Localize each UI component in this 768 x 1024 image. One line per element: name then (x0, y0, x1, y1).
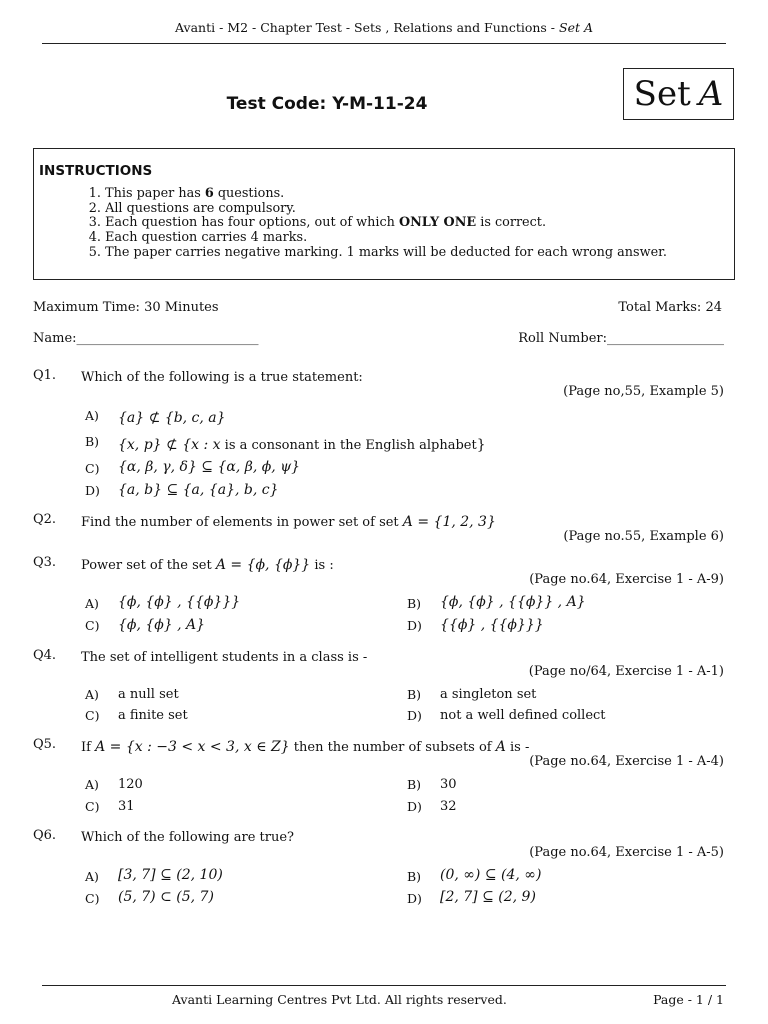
roll-blank: __________________ (607, 331, 724, 346)
option-label: B) (407, 596, 422, 611)
footer-copyright: Avanti Learning Centres Pvt Ltd. All rights reserved. (172, 992, 507, 1007)
option-text[interactable]: {ϕ, {ϕ} , A} (118, 617, 206, 633)
question-number: Q6. (33, 828, 57, 843)
option-label: C) (85, 891, 100, 906)
option-label: C) (85, 618, 100, 633)
instructions-title: INSTRUCTIONS (39, 163, 153, 179)
roll-label: Roll Number: (518, 331, 607, 346)
option-label: A) (85, 596, 99, 611)
question-number: Q4. (33, 648, 57, 663)
header-title: Avanti - M2 - Chapter Test - Sets , Relations and Functions - (175, 20, 560, 35)
question-text: The set of intelligent students in a class is - (81, 650, 368, 665)
option-text[interactable]: {a} ⊄ {b, c, a} (118, 410, 226, 426)
set-letter: A (698, 74, 724, 114)
option-label: D) (407, 891, 422, 906)
question-text: Which of the following is a true statement: (81, 370, 363, 385)
instruction-item: 1. This paper has 6 questions. (88, 186, 285, 201)
instruction-item: 2. All questions are compulsory. (88, 200, 296, 216)
option-label: B) (85, 434, 100, 449)
roll-number-field[interactable] (518, 331, 724, 346)
option-label: A) (85, 869, 99, 884)
page-header (0, 20, 768, 35)
name-label: Name: (33, 331, 77, 346)
instruction-item: 5. The paper carries negative marking. 1 marks will be deducted for each wrong answer. (88, 244, 667, 260)
option-text[interactable]: a finite set (118, 708, 188, 723)
option-text[interactable]: {ϕ, {ϕ} , {{ϕ}} , A} (440, 594, 586, 610)
question-number: Q5. (33, 737, 57, 752)
option-text[interactable]: [2, 7] ⊆ (2, 9) (440, 889, 536, 905)
option-label: C) (85, 461, 100, 476)
option-label: B) (407, 777, 422, 792)
option-label: B) (407, 687, 422, 702)
question-reference: (Page no.55, Example 6) (563, 529, 724, 544)
question-text: Which of the following are true? (81, 830, 295, 845)
option-text[interactable]: not a well defined collect (440, 708, 606, 723)
option-label: D) (407, 708, 422, 723)
option-label: C) (85, 708, 100, 723)
question-reference: (Page no,55, Example 5) (563, 384, 724, 399)
option-text[interactable]: 31 (118, 799, 135, 814)
question-reference: (Page no.64, Exercise 1 - A-9) (529, 572, 724, 587)
option-label: D) (85, 483, 100, 498)
name-blank: ____________________________ (76, 331, 259, 346)
instruction-item: 3. Each question has four options, out of which ONLY ONE is correct. (88, 215, 547, 231)
max-time: Maximum Time: 30 Minutes (33, 300, 219, 315)
option-label: A) (85, 777, 99, 792)
name-field[interactable] (33, 331, 259, 346)
instruction-item: 4. Each question carries 4 marks. (88, 230, 308, 246)
option-label: A) (85, 687, 99, 702)
option-label: A) (85, 408, 99, 423)
total-marks: Total Marks: 24 (618, 300, 722, 315)
option-text[interactable]: {x, p} ⊄ {x : x is a consonant in the English alphabet} (118, 437, 486, 453)
set-word: Set (633, 74, 691, 114)
question-text: If A = {x : −3 < x < 3, x ∈ Z} then the number of subsets of A is - (81, 739, 530, 755)
test-code: Test Code: Y-M-11-24 (226, 94, 428, 114)
option-text[interactable]: {a, b} ⊆ {a, {a}, b, c} (118, 482, 279, 498)
option-text[interactable]: (0, ∞) ⊆ (4, ∞) (440, 867, 542, 883)
option-text[interactable]: {ϕ, {ϕ} , {{ϕ}}} (118, 594, 241, 610)
option-text[interactable]: {α, β, γ, δ} ⊆ {α, β, ϕ, ψ} (118, 459, 301, 475)
footer-rule (42, 985, 726, 986)
option-text[interactable]: 32 (440, 799, 457, 814)
header-set: Set A (559, 20, 593, 35)
header-rule (42, 43, 726, 44)
option-label: C) (85, 799, 100, 814)
page-number: Page - 1 / 1 (653, 992, 724, 1007)
question-number: Q1. (33, 368, 57, 383)
option-text[interactable]: {{ϕ} , {{ϕ}}} (440, 617, 544, 633)
option-label: B) (407, 869, 422, 884)
question-number: Q3. (33, 555, 57, 570)
option-text[interactable]: a singleton set (440, 687, 537, 702)
option-text[interactable]: 120 (118, 777, 143, 792)
instructions-box (33, 148, 735, 280)
question-text: Find the number of elements in power set of set A = {1, 2, 3} (81, 514, 496, 530)
question-reference: (Page no/64, Exercise 1 - A-1) (528, 664, 724, 679)
option-label: D) (407, 799, 422, 814)
option-text[interactable]: a null set (118, 687, 179, 702)
option-text[interactable]: (5, 7) ⊂ (5, 7) (118, 889, 214, 905)
option-text[interactable]: [3, 7] ⊆ (2, 10) (118, 867, 223, 883)
option-text[interactable]: 30 (440, 777, 457, 792)
question-reference: (Page no.64, Exercise 1 - A-4) (529, 754, 724, 769)
question-number: Q2. (33, 512, 57, 527)
option-label: D) (407, 618, 422, 633)
question-reference: (Page no.64, Exercise 1 - A-5) (529, 845, 724, 860)
question-text: Power set of the set A = {ϕ, {ϕ}} is : (81, 557, 334, 573)
